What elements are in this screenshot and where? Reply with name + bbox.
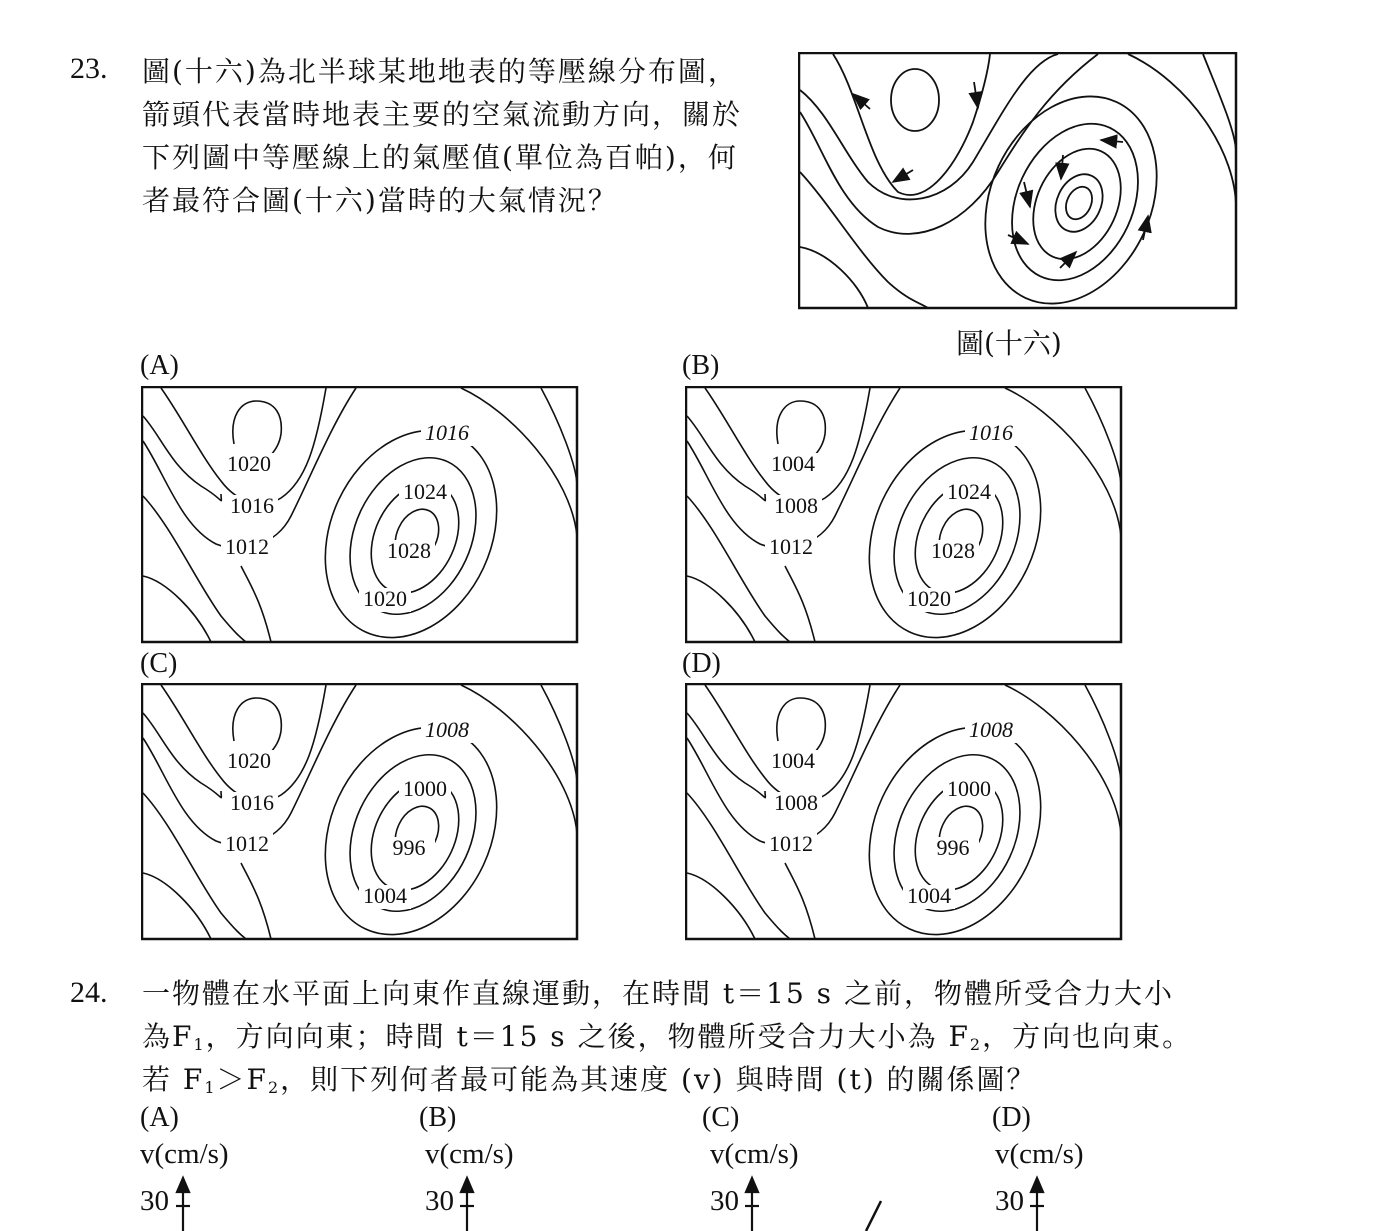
q24-option-b-label: (B)	[419, 1102, 457, 1133]
q23-stem	[142, 50, 742, 222]
q24-option-c-ylabel: v(cm/s)	[710, 1138, 799, 1170]
map-label-outer: 1008	[425, 717, 469, 742]
q24-option-b-ylabel: v(cm/s)	[425, 1138, 514, 1170]
q24-number: 24.	[70, 976, 108, 1009]
q24-option-b-ytick: 30	[425, 1185, 454, 1217]
q24-line-2	[142, 1015, 1192, 1058]
map-label-outer: 1016	[425, 420, 469, 445]
q24-line-3-b: ＞F	[216, 1063, 268, 1096]
q23-option-b-map[interactable]	[685, 386, 1123, 644]
map-label-inner-ring: 1000	[403, 776, 447, 801]
map-label-upper-mid: 1008	[774, 790, 818, 815]
q24-line-2-b: ，方向向東；時間 t＝15 s 之後，物體所受合力大小為 F	[205, 1020, 970, 1053]
map-label-outer: 1008	[969, 717, 1013, 742]
q24-graph-axes	[0, 1170, 1400, 1231]
map-label-lower-ring: 1020	[907, 586, 951, 611]
map-label-center: 996	[936, 835, 970, 860]
q24-option-c-ytick: 30	[710, 1185, 739, 1217]
q24-line-3-a: 若 F	[142, 1063, 205, 1096]
q23-option-d-label: (D)	[682, 648, 721, 679]
q24-option-a-ylabel: v(cm/s)	[140, 1138, 229, 1170]
q23-option-b-label: (B)	[682, 350, 720, 381]
map-label-lower-mid: 1012	[225, 831, 269, 856]
q24-line-2-c: ，方向也向東。	[982, 1020, 1193, 1053]
figure-16-caption: 圖(十六)	[956, 327, 1062, 360]
map-label-lower-ring: 1004	[363, 883, 407, 908]
map-label-small-loop: 1004	[771, 748, 815, 773]
q24-line-1: 一物體在水平面上向東作直線運動，在時間 t＝15 s 之前，物體所受合力大小	[142, 977, 1174, 1010]
q24-option-c-label: (C)	[702, 1102, 740, 1133]
q23-line: 圖(十六)為北半球某地地表的等壓線分布圖，	[142, 55, 738, 88]
map-label-lower-ring: 1020	[363, 586, 407, 611]
map-label-small-loop: 1020	[227, 748, 271, 773]
map-label-lower-mid: 1012	[225, 534, 269, 559]
subscript-1: 1	[204, 1078, 217, 1097]
map-label-center: 1028	[931, 538, 975, 563]
q24-line-3-c: ，則下列何者最可能為其速度 (v) 與時間 (t) 的關係圖？	[280, 1063, 1037, 1096]
map-label-upper-mid: 1016	[230, 790, 274, 815]
q23-option-c-label: (C)	[140, 648, 178, 679]
map-label-inner-ring: 1024	[403, 479, 447, 504]
q24-line-2-a: 為F	[142, 1020, 194, 1053]
q24-option-d-ytick: 30	[995, 1185, 1024, 1217]
map-label-inner-ring: 1024	[947, 479, 991, 504]
map-label-upper-mid: 1008	[774, 493, 818, 518]
subscript-2: 2	[267, 1078, 281, 1097]
q23-line: 下列圖中等壓線上的氣壓值(單位為百帕)，何	[142, 141, 738, 174]
q24-option-d-label: (D)	[992, 1102, 1031, 1133]
map-label-lower-mid: 1012	[769, 831, 813, 856]
map-label-inner-ring: 1000	[947, 776, 991, 801]
map-label-outer: 1016	[969, 420, 1013, 445]
q23-option-d-map[interactable]	[685, 683, 1123, 941]
subscript-1: 1	[193, 1035, 206, 1054]
q23-line: 者最符合圖(十六)當時的大氣情況？	[142, 184, 618, 217]
map-label-center: 996	[392, 835, 426, 860]
map-label-center: 1028	[387, 538, 431, 563]
q24-stem	[142, 972, 1192, 1101]
q24-option-a-ytick: 30	[140, 1185, 169, 1217]
map-label-small-loop: 1020	[227, 451, 271, 476]
q24-option-d-ylabel: v(cm/s)	[995, 1138, 1084, 1170]
q23-number: 23.	[70, 52, 108, 85]
q23-option-a-map[interactable]	[141, 386, 579, 644]
map-label-lower-mid: 1012	[769, 534, 813, 559]
q23-line: 箭頭代表當時地表主要的空氣流動方向，關於	[142, 98, 743, 131]
subscript-2: 2	[969, 1035, 983, 1054]
q24-line-3	[142, 1058, 1192, 1101]
q23-option-c-map[interactable]	[141, 683, 579, 941]
map-label-upper-mid: 1016	[230, 493, 274, 518]
map-label-lower-ring: 1004	[907, 883, 951, 908]
q23-option-a-label: (A)	[140, 350, 179, 381]
figure-16-isobar-map	[798, 52, 1238, 310]
q24-option-a-label: (A)	[140, 1102, 179, 1133]
map-label-small-loop: 1004	[771, 451, 815, 476]
